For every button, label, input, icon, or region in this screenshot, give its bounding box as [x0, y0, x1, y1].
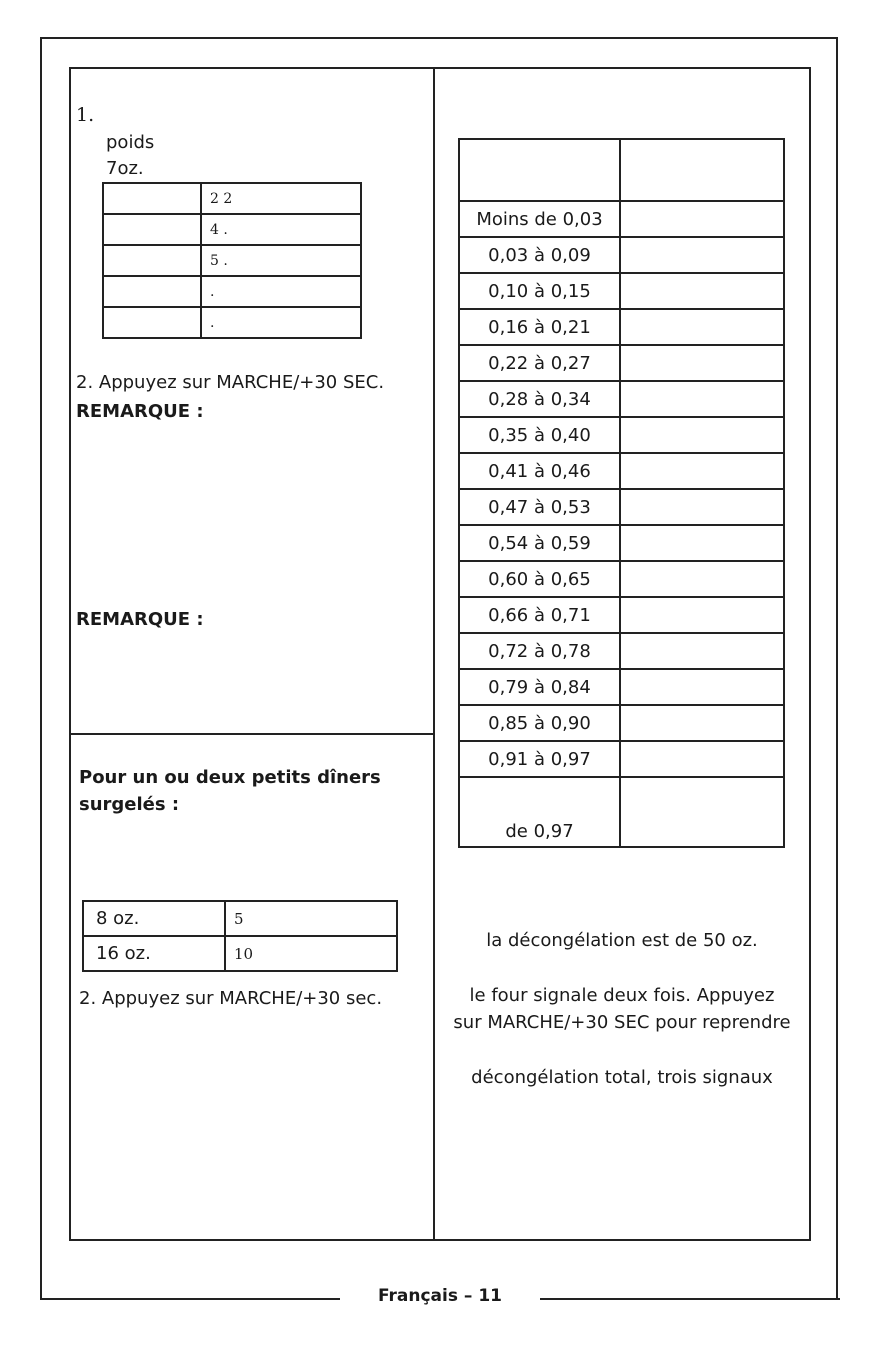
time-cell — [620, 525, 784, 561]
weight-range-cell: 0,79 à 0,84 — [459, 669, 620, 705]
time-cell — [620, 453, 784, 489]
dinner-heading-2: surgelés : — [79, 794, 180, 815]
time-cell — [620, 309, 784, 345]
weights-table — [458, 138, 785, 848]
time-cell — [620, 417, 784, 453]
table-row: 4 . — [103, 214, 361, 245]
weight-range-cell: 0,66 à 0,71 — [459, 597, 620, 633]
time-cell — [620, 633, 784, 669]
time-cell — [620, 561, 784, 597]
footer-rule-right — [528, 1298, 840, 1300]
weight-range-cell: de 0,97 — [459, 777, 620, 847]
step1-number: 1. — [76, 104, 95, 126]
dinner-heading-1: Pour un ou deux petits dîners — [79, 767, 381, 788]
dinner-step2: 2. Appuyez sur MARCHE/+30 sec. — [79, 988, 383, 1009]
table-row — [459, 705, 784, 741]
table-row: . — [103, 276, 361, 307]
weight-value: 7oz. — [106, 158, 144, 179]
weight-range-cell: 0,28 à 0,34 — [459, 381, 620, 417]
table-row — [459, 381, 784, 417]
table-row — [459, 273, 784, 309]
table-row — [459, 309, 784, 345]
table-row — [459, 417, 784, 453]
table-row: 5 . — [103, 245, 361, 276]
dinner-table — [82, 900, 398, 972]
time-cell — [620, 381, 784, 417]
right-line-3: sur MARCHE/+30 SEC pour reprendre — [453, 1012, 791, 1033]
note-label-2: REMARQUE : — [76, 609, 204, 630]
table-row — [459, 561, 784, 597]
table-row — [459, 237, 784, 273]
time-cell — [620, 273, 784, 309]
weight-range-cell: 0,85 à 0,90 — [459, 705, 620, 741]
note-label-1: REMARQUE : — [76, 401, 204, 422]
time-cell — [620, 237, 784, 273]
table-row — [459, 345, 784, 381]
time-cell — [620, 705, 784, 741]
table-row — [459, 453, 784, 489]
time-cell — [620, 489, 784, 525]
table-row: . — [103, 307, 361, 338]
weight-range-cell: 0,03 à 0,09 — [459, 237, 620, 273]
weight-range-cell: 0,47 à 0,53 — [459, 489, 620, 525]
time-cell — [620, 777, 784, 847]
weight-range-cell: 0,16 à 0,21 — [459, 309, 620, 345]
table-row — [459, 741, 784, 777]
weight-range-cell: 0,91 à 0,97 — [459, 741, 620, 777]
weight-range-cell: 0,41 à 0,46 — [459, 453, 620, 489]
table-row — [459, 597, 784, 633]
step2-text: 2. Appuyez sur MARCHE/+30 SEC. — [76, 372, 385, 393]
weight-range-cell: 0,22 à 0,27 — [459, 345, 620, 381]
table-row — [459, 489, 784, 525]
table-row: 2 2 — [103, 183, 361, 214]
footer-rule-left — [40, 1298, 345, 1300]
table-row — [459, 633, 784, 669]
table-row — [459, 201, 784, 237]
table-row — [459, 525, 784, 561]
weight-range-cell: Moins de 0,03 — [459, 201, 620, 237]
table-header-row — [459, 139, 784, 201]
time-cell — [620, 201, 784, 237]
time-cell — [620, 597, 784, 633]
time-cell — [620, 345, 784, 381]
weight-range-cell: 0,72 à 0,78 — [459, 633, 620, 669]
weight-word: poids — [106, 132, 155, 153]
table-row — [459, 669, 784, 705]
weight-range-cell: 0,60 à 0,65 — [459, 561, 620, 597]
table-row: 8 oz. 5 — [83, 901, 397, 936]
right-line-2: le four signale deux fois. Appuyez — [469, 985, 775, 1006]
right-line-1: la décongélation est de 50 oz. — [486, 930, 758, 951]
page-footer: Français – 11 — [340, 1286, 540, 1306]
table-row — [459, 777, 784, 847]
right-line-4: décongélation total, trois signaux — [471, 1067, 773, 1088]
table-row: 16 oz. 10 — [83, 936, 397, 971]
time-cell — [620, 669, 784, 705]
weight-time-table — [102, 182, 362, 339]
weight-range-cell: 0,35 à 0,40 — [459, 417, 620, 453]
weight-range-cell: 0,54 à 0,59 — [459, 525, 620, 561]
weight-range-cell: 0,10 à 0,15 — [459, 273, 620, 309]
time-cell — [620, 741, 784, 777]
